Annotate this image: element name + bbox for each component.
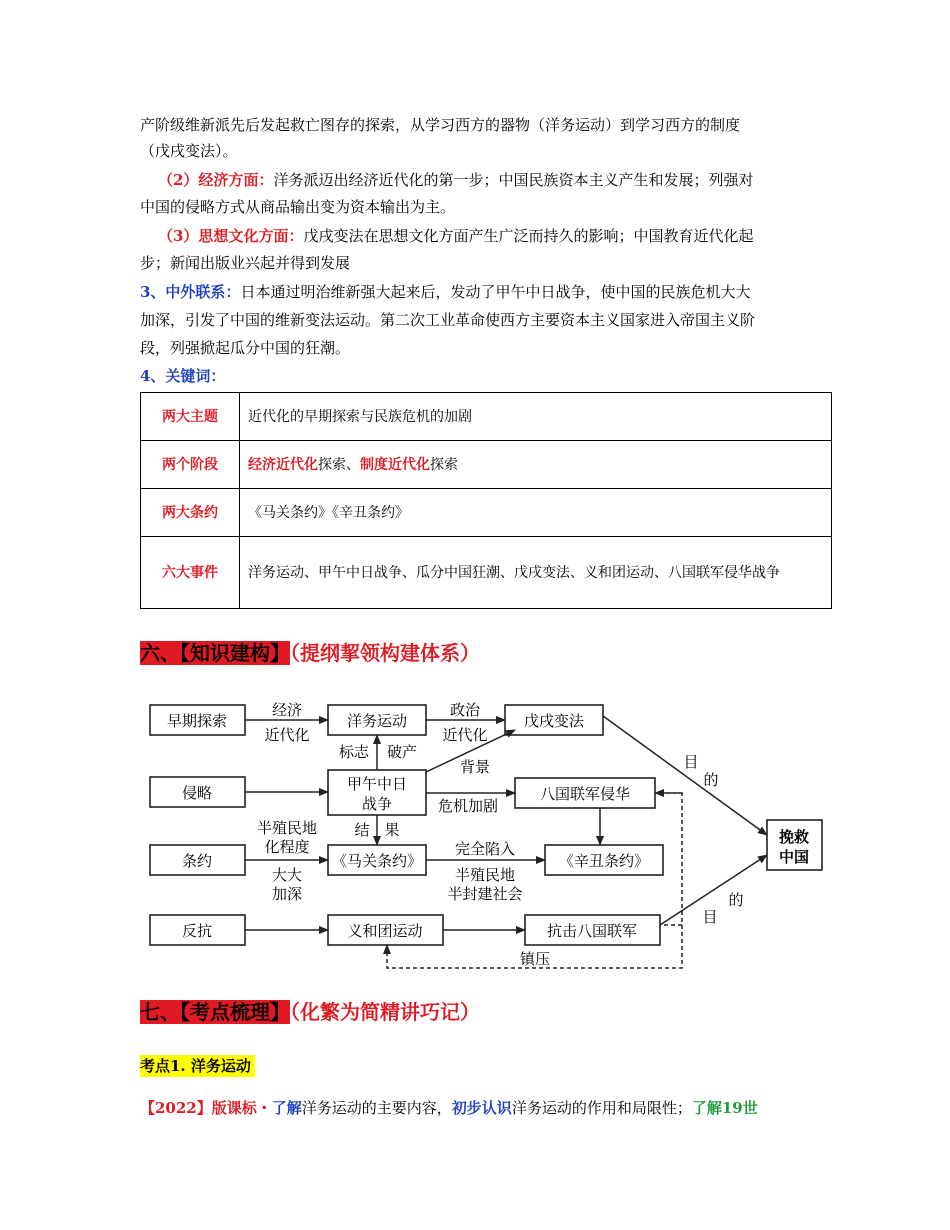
standard-term-2: 初步认识: [451, 1099, 512, 1117]
table-key: 两大主题: [141, 393, 240, 441]
section-six-heading: [140, 640, 480, 666]
label-jie: 结: [354, 821, 370, 839]
box-baguo-label: 八国联军侵华: [539, 785, 631, 803]
table-value: 《马关条约》《辛丑条约》: [240, 489, 832, 537]
box-kangji-label: 抗击八国联军: [546, 922, 638, 940]
label-mu2: 目: [702, 908, 718, 926]
culture-line: [158, 226, 753, 246]
label-jindaihua2: 近代化: [442, 726, 488, 744]
box-yangwu-label: 洋务运动: [346, 712, 408, 730]
box-war-label-1: 甲午中日: [346, 775, 408, 793]
standard-term-3: 了解19世: [691, 1099, 758, 1117]
red-term: 经济近代化: [248, 456, 318, 473]
label-pochan: 破产: [386, 743, 418, 761]
label-banzhi2: 半殖民地: [454, 866, 516, 884]
red-term: 制度近代化: [360, 456, 430, 473]
plain-term: 探索: [430, 456, 458, 473]
label-de2: 的: [728, 891, 744, 909]
table-key: 两个阶段: [141, 441, 240, 489]
foreign-line-2: 加深，引发了中国的维新变法运动。第二次工业革命使西方主要资本主义国家进入帝国主义阶: [140, 311, 756, 329]
kaodian-title: 考点1. 洋务运动: [140, 1055, 255, 1077]
standard-term-1: 了解: [271, 1099, 302, 1117]
foreign-text: 日本通过明治维新强大起来后，发动了甲午中日战争，使中国的民族危机大大: [240, 283, 751, 301]
box-resist-label: 反抗: [181, 922, 213, 940]
label-zhenya: 镇压: [519, 950, 551, 968]
label-jiashen: 加深: [271, 885, 303, 903]
box-early-label: 早期探索: [166, 712, 228, 730]
plain-term: 探索、: [318, 456, 360, 473]
table-value: [240, 441, 832, 489]
para-line: 产阶级维新派先后发起救亡图存的探索，从学习西方的器物（洋务运动）到学习西方的制度: [140, 116, 741, 134]
section-six-subtitle: （提纲挈领构建体系）: [290, 641, 480, 665]
box-maguan-label: 《马关条约》: [331, 852, 423, 870]
section-seven-heading: [140, 999, 480, 1025]
box-xinchou-label: 《辛丑条约》: [558, 852, 650, 870]
label-chengdu: 化程度: [264, 838, 310, 856]
label-de1: 的: [703, 771, 719, 789]
table-key: 两大条约: [141, 489, 240, 537]
section-seven-subtitle: （化繁为简精讲巧记）: [290, 1000, 480, 1024]
foreign-line-3: 段，列强掀起瓜分中国的狂潮。: [140, 339, 351, 357]
arrow: [603, 716, 767, 835]
label-biaozhi: 标志: [338, 743, 370, 761]
section-seven-highlight: 七、【考点梳理】: [140, 1000, 290, 1024]
label-wanquan: 完全陷入: [454, 840, 516, 858]
standard-text-1: 洋务运动的主要内容，: [301, 1099, 452, 1117]
culture-text: 戊戌变法在思想文化方面产生广泛而持久的影响；中国教育近代化起: [303, 227, 754, 245]
econ-text: 洋务派迈出经济近代化的第一步；中国民族资本主义产生和发展；列强对: [273, 171, 754, 189]
section-six-highlight: 六、【知识建构】: [140, 641, 290, 665]
box-war-label-2: 战争: [361, 795, 393, 813]
standard-source: 版课标・: [211, 1099, 272, 1117]
knowledge-diagram: [140, 690, 830, 980]
label-beijing: 背景: [459, 758, 491, 776]
label-jingji: 经济: [271, 701, 303, 719]
table-value: 近代化的早期探索与民族危机的加剧: [240, 393, 832, 441]
label-weiji: 危机加剧: [437, 797, 499, 815]
box-treaty-label: 条约: [181, 852, 213, 870]
keywords-heading: 4、关键词：: [140, 367, 226, 385]
table-row: [141, 441, 832, 489]
foreign-label: 3、中外联系：: [140, 283, 241, 301]
table-row: [141, 537, 832, 609]
box-save-label-1: 挽救: [778, 828, 810, 846]
keywords-table: [140, 392, 832, 609]
box-wuxu-label: 戊戌变法: [523, 712, 585, 730]
label-banzhi1: 半殖民地: [256, 819, 318, 837]
table-value: 洋务运动、甲午中日战争、瓜分中国狂潮、戊戌变法、义和团运动、八国联军侵华战争: [240, 537, 832, 609]
label-dada: 大大: [271, 866, 303, 884]
box-yihetuan-label: 义和团运动: [347, 922, 423, 940]
label-zhengzhi: 政治: [449, 701, 481, 719]
label-guo: 果: [384, 821, 400, 839]
standard-text-2: 洋务运动的作用和局限性；: [511, 1099, 692, 1117]
label-mu1: 目: [683, 753, 699, 771]
table-row: [141, 393, 832, 441]
box-save-label-2: 中国: [778, 848, 810, 866]
culture-label: （3）思想文化方面：: [158, 227, 304, 245]
culture-line-2: 步；新闻出版业兴起并得到发展: [140, 254, 351, 272]
label-jindaihua: 近代化: [264, 726, 310, 744]
label-banfengjian: 半封建社会: [447, 885, 523, 903]
econ-line-2: 中国的侵略方式从商品输出变为资本输出为主。: [140, 198, 456, 216]
foreign-line: [140, 282, 750, 302]
table-key: 六大事件: [141, 537, 240, 609]
para-line: （戊戌变法）。: [140, 142, 238, 160]
box-invasion-label: 侵略: [181, 784, 213, 802]
econ-label: （2）经济方面：: [158, 171, 274, 189]
econ-line: [158, 170, 753, 190]
table-row: [141, 489, 832, 537]
standard-line: [140, 1098, 758, 1118]
standard-year: 【2022】: [140, 1099, 212, 1117]
